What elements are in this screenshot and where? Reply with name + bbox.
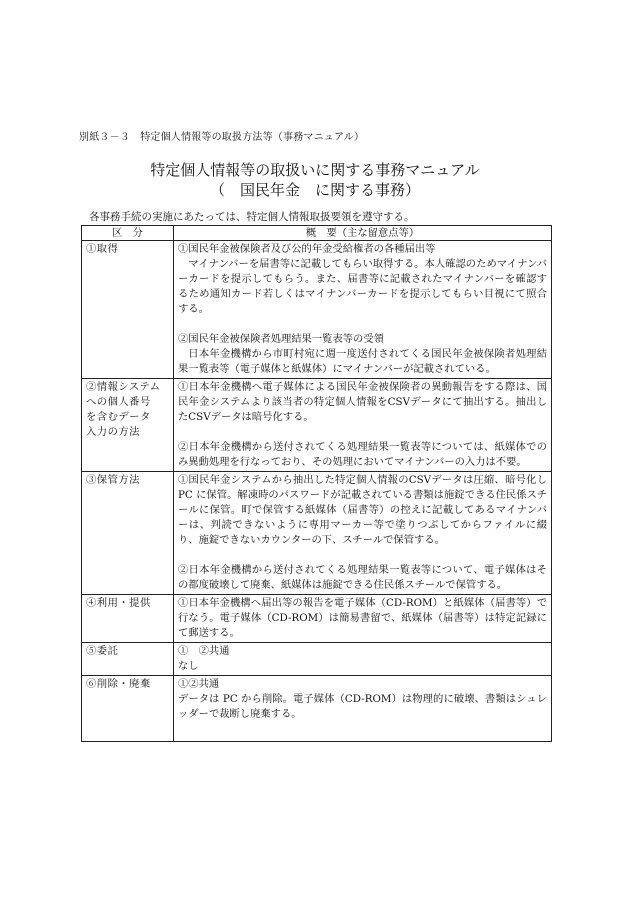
document-subtitle: （ 国民年金 に関する事務） [209, 181, 420, 199]
header-summary: 概 要（主な留意点等） [174, 226, 552, 241]
section-text: ①日本年金機構へ届出等の報告を電子媒体（CD-ROM）と紙媒体（届書等）で行なう。電子媒体（CD-ROM）は簡易書留で、紙媒体（届書等）は特定記録にて郵送する。 [178, 597, 547, 639]
row-summary-storage [174, 472, 552, 595]
intro-text: 各事務手続の実施にあたっては、特定個人情報取扱要領を遵守する。 [89, 211, 415, 223]
procedure-table [81, 225, 552, 742]
table-row [82, 241, 552, 379]
section-text: なし [178, 660, 199, 672]
table-row [82, 595, 552, 643]
table-header-row [82, 226, 552, 241]
section-text: 日本年金機構から市町村宛に週一度送付されてくる国民年金被保険者処理結果一覧表等（電子媒体と紙媒体）にマイナンバーが記載されている。 [178, 348, 547, 375]
row-summary-disposal [174, 676, 552, 742]
section-text: ②日本年金機構から送付されてくる処理結果一覧表等について、電子媒体はその都度破壊して廃棄、紙媒体は施錠できる住民係スチールで保管する。 [178, 564, 547, 591]
header-category: 区 分 [82, 226, 174, 241]
section-subtitle: ①国民年金被保険者及び公的年金受給権者の各種届出等 [178, 243, 436, 255]
row-category-data-entry: ②情報システム への個人番号 を含むデータ 入力の方法 [82, 379, 174, 472]
document-title: 特定個人情報等の取扱いに関する事務マニュアル [150, 161, 480, 179]
row-summary-use [174, 595, 552, 643]
section-subtitle: ②国民年金被保険者処理結果一覧表等の受領 [178, 333, 384, 345]
row-category-storage: ③保管方法 [82, 472, 174, 595]
section-text: マイナンバーを届書等に記載してもらい取得する。本人確認のためマイナンバーカードを提示してもらう。また、届書等に記載されたマイナンバーを確認するため通知カード若しくはマイナンバーカードを提示してもらい目視にて照合する。 [178, 258, 547, 315]
row-category-disposal: ⑥削除・廃棄 [82, 676, 174, 742]
section-subtitle: ①②共通 [178, 678, 220, 690]
row-summary-acquisition [174, 241, 552, 379]
table-row [82, 643, 552, 676]
row-category-acquisition: ①取得 [82, 241, 174, 379]
row-summary-outsourcing [174, 643, 552, 676]
row-summary-data-entry [174, 379, 552, 472]
section-text: ①日本年金機構へ電子媒体による国民年金被保険者の異動報告をする際は、国民年金システムより該当者の特定個人情報をCSVデータにて抽出する。抽出したCSVデータは暗号化する。 [178, 381, 547, 423]
table-row [82, 676, 552, 742]
row-category-use: ④利用・提供 [82, 595, 174, 643]
section-text: ①国民年金システムから抽出した特定個人情報のCSVデータは圧縮、暗号化し PC に保管。解凍時のパスワードが記載されている書類は施錠できる住民係スチールに保管。町で保管する紙媒体（届書等）の控えに記載してあるマイナンバーは、判読できないように専用マーカー等で塗りつぶしてからファイルに綴り、施錠できないカウンターの下、スチールで保管する。 [178, 474, 547, 546]
table-row [82, 472, 552, 595]
section-text: ②日本年金機構から送付されてくる処理結果一覧表等については、紙媒体でのみ異動処理を行なっており、その処理においてマイナンバーの入力は不要。 [178, 441, 547, 468]
section-text: データは PC から削除。電子媒体（CD-ROM）は物理的に破壊、書類はシュレッダーで裁断し廃棄する。 [178, 693, 547, 720]
section-subtitle: ① ②共通 [178, 645, 230, 657]
row-category-outsourcing: ⑤委託 [82, 643, 174, 676]
attachment-heading: 別紙３－３ 特定個人情報等の取扱方法等（事務マニュアル） [79, 132, 365, 143]
table-row [82, 379, 552, 472]
